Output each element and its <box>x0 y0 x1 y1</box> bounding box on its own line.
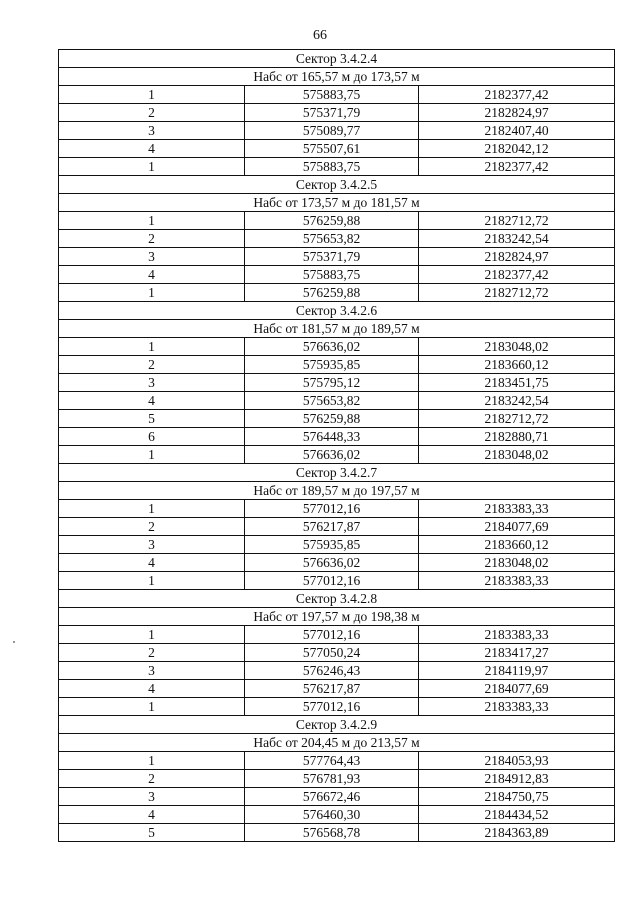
table-row <box>59 788 615 806</box>
point-number: 1 <box>59 626 245 644</box>
table-row <box>59 644 615 662</box>
coordinate-x: 577012,16 <box>245 698 419 716</box>
coordinate-y: 2183048,02 <box>419 338 615 356</box>
coordinate-y: 2183383,33 <box>419 572 615 590</box>
coordinate-x: 577012,16 <box>245 500 419 518</box>
depth-range-row <box>59 68 615 86</box>
coordinate-y: 2184912,83 <box>419 770 615 788</box>
point-number: 4 <box>59 806 245 824</box>
coordinate-y: 2182712,72 <box>419 284 615 302</box>
depth-range: Набс от 165,57 м до 173,57 м <box>59 68 615 86</box>
coordinate-y: 2184053,93 <box>419 752 615 770</box>
coordinate-y: 2182824,97 <box>419 248 615 266</box>
coordinate-x: 575935,85 <box>245 536 419 554</box>
table-row <box>59 554 615 572</box>
point-number: 1 <box>59 500 245 518</box>
coordinate-y: 2184750,75 <box>419 788 615 806</box>
point-number: 2 <box>59 518 245 536</box>
coordinate-x: 576259,88 <box>245 284 419 302</box>
coordinate-y: 2183660,12 <box>419 536 615 554</box>
coordinates-table-body <box>59 50 615 842</box>
table-row <box>59 536 615 554</box>
point-number: 4 <box>59 554 245 572</box>
point-number: 1 <box>59 572 245 590</box>
coordinate-x: 575371,79 <box>245 248 419 266</box>
coordinate-x: 576460,30 <box>245 806 419 824</box>
table-row <box>59 158 615 176</box>
table-row <box>59 518 615 536</box>
coordinate-x: 577050,24 <box>245 644 419 662</box>
coordinates-table <box>58 49 615 842</box>
sector-title-row <box>59 716 615 734</box>
coordinate-x: 575883,75 <box>245 158 419 176</box>
coordinate-x: 576259,88 <box>245 212 419 230</box>
sector-title: Сектор 3.4.2.7 <box>59 464 615 482</box>
sector-title-row <box>59 50 615 68</box>
table-row <box>59 626 615 644</box>
coordinate-x: 576636,02 <box>245 338 419 356</box>
depth-range: Набс от 204,45 м до 213,57 м <box>59 734 615 752</box>
depth-range-row <box>59 194 615 212</box>
point-number: 3 <box>59 536 245 554</box>
coordinate-x: 575653,82 <box>245 230 419 248</box>
coordinate-y: 2182824,97 <box>419 104 615 122</box>
coordinate-x: 575653,82 <box>245 392 419 410</box>
table-row <box>59 266 615 284</box>
coordinate-y: 2184434,52 <box>419 806 615 824</box>
table-row <box>59 338 615 356</box>
sector-title: Сектор 3.4.2.5 <box>59 176 615 194</box>
table-row <box>59 392 615 410</box>
table-row <box>59 428 615 446</box>
point-number: 1 <box>59 86 245 104</box>
coordinate-x: 575089,77 <box>245 122 419 140</box>
table-row <box>59 248 615 266</box>
coordinate-x: 575935,85 <box>245 356 419 374</box>
coordinate-y: 2182042,12 <box>419 140 615 158</box>
table-row <box>59 356 615 374</box>
coordinate-x: 576636,02 <box>245 446 419 464</box>
point-number: 2 <box>59 770 245 788</box>
point-number: 3 <box>59 662 245 680</box>
coordinate-y: 2184077,69 <box>419 518 615 536</box>
point-number: 3 <box>59 374 245 392</box>
point-number: 2 <box>59 104 245 122</box>
sector-title: Сектор 3.4.2.9 <box>59 716 615 734</box>
sector-title: Сектор 3.4.2.8 <box>59 590 615 608</box>
coordinate-x: 577764,43 <box>245 752 419 770</box>
table-row <box>59 770 615 788</box>
point-number: 5 <box>59 410 245 428</box>
table-row <box>59 374 615 392</box>
point-number: 1 <box>59 698 245 716</box>
sector-title-row <box>59 176 615 194</box>
point-number: 2 <box>59 644 245 662</box>
point-number: 4 <box>59 392 245 410</box>
coordinate-x: 575371,79 <box>245 104 419 122</box>
coordinate-y: 2184077,69 <box>419 680 615 698</box>
coordinate-y: 2183660,12 <box>419 356 615 374</box>
coordinate-y: 2182377,42 <box>419 266 615 284</box>
coordinate-x: 576217,87 <box>245 680 419 698</box>
coordinate-x: 575795,12 <box>245 374 419 392</box>
point-number: 3 <box>59 122 245 140</box>
coordinate-y: 2183048,02 <box>419 446 615 464</box>
depth-range: Набс от 197,57 м до 198,38 м <box>59 608 615 626</box>
coordinate-y: 2184363,89 <box>419 824 615 842</box>
coordinate-y: 2183048,02 <box>419 554 615 572</box>
point-number: 3 <box>59 788 245 806</box>
coordinate-x: 576217,87 <box>245 518 419 536</box>
coordinate-x: 575507,61 <box>245 140 419 158</box>
depth-range: Набс от 181,57 м до 189,57 м <box>59 320 615 338</box>
coordinate-x: 576636,02 <box>245 554 419 572</box>
coordinate-y: 2182880,71 <box>419 428 615 446</box>
coordinate-y: 2182377,42 <box>419 86 615 104</box>
point-number: 1 <box>59 446 245 464</box>
sector-title: Сектор 3.4.2.4 <box>59 50 615 68</box>
point-number: 1 <box>59 338 245 356</box>
depth-range: Набс от 173,57 м до 181,57 м <box>59 194 615 212</box>
coordinate-x: 576568,78 <box>245 824 419 842</box>
table-row <box>59 410 615 428</box>
coordinate-y: 2183417,27 <box>419 644 615 662</box>
point-number: 4 <box>59 680 245 698</box>
table-row <box>59 122 615 140</box>
point-number: 1 <box>59 158 245 176</box>
table-row <box>59 446 615 464</box>
coordinate-x: 576246,43 <box>245 662 419 680</box>
point-number: 3 <box>59 248 245 266</box>
depth-range-row <box>59 608 615 626</box>
coordinate-y: 2183383,33 <box>419 500 615 518</box>
coordinate-y: 2182712,72 <box>419 212 615 230</box>
sector-title-row <box>59 590 615 608</box>
coordinate-x: 576672,46 <box>245 788 419 806</box>
coordinate-x: 576448,33 <box>245 428 419 446</box>
point-number: 2 <box>59 356 245 374</box>
page-number: 66 <box>313 28 327 43</box>
coordinate-y: 2182407,40 <box>419 122 615 140</box>
table-row <box>59 230 615 248</box>
coordinate-y: 2183242,54 <box>419 392 615 410</box>
coordinate-y: 2183383,33 <box>419 698 615 716</box>
coordinate-x: 575883,75 <box>245 86 419 104</box>
table-row <box>59 662 615 680</box>
table-row <box>59 86 615 104</box>
table-row <box>59 572 615 590</box>
point-number: 4 <box>59 140 245 158</box>
coordinate-y: 2182377,42 <box>419 158 615 176</box>
scan-speck <box>13 641 15 643</box>
coordinate-x: 577012,16 <box>245 626 419 644</box>
coordinate-x: 575883,75 <box>245 266 419 284</box>
table-row <box>59 284 615 302</box>
sector-title-row <box>59 464 615 482</box>
point-number: 6 <box>59 428 245 446</box>
depth-range: Набс от 189,57 м до 197,57 м <box>59 482 615 500</box>
coordinate-x: 576781,93 <box>245 770 419 788</box>
table-row <box>59 806 615 824</box>
sector-title: Сектор 3.4.2.6 <box>59 302 615 320</box>
point-number: 2 <box>59 230 245 248</box>
coordinate-y: 2182712,72 <box>419 410 615 428</box>
coordinate-y: 2183383,33 <box>419 626 615 644</box>
table-row <box>59 698 615 716</box>
point-number: 5 <box>59 824 245 842</box>
depth-range-row <box>59 734 615 752</box>
table-row <box>59 752 615 770</box>
coordinate-x: 577012,16 <box>245 572 419 590</box>
table-row <box>59 824 615 842</box>
table-row <box>59 680 615 698</box>
depth-range-row <box>59 320 615 338</box>
table-row <box>59 140 615 158</box>
table-row <box>59 212 615 230</box>
point-number: 1 <box>59 284 245 302</box>
table-row <box>59 500 615 518</box>
point-number: 4 <box>59 266 245 284</box>
point-number: 1 <box>59 212 245 230</box>
coordinate-y: 2184119,97 <box>419 662 615 680</box>
table-row <box>59 104 615 122</box>
depth-range-row <box>59 482 615 500</box>
coordinate-x: 576259,88 <box>245 410 419 428</box>
coordinate-y: 2183242,54 <box>419 230 615 248</box>
point-number: 1 <box>59 752 245 770</box>
coordinate-y: 2183451,75 <box>419 374 615 392</box>
sector-title-row <box>59 302 615 320</box>
